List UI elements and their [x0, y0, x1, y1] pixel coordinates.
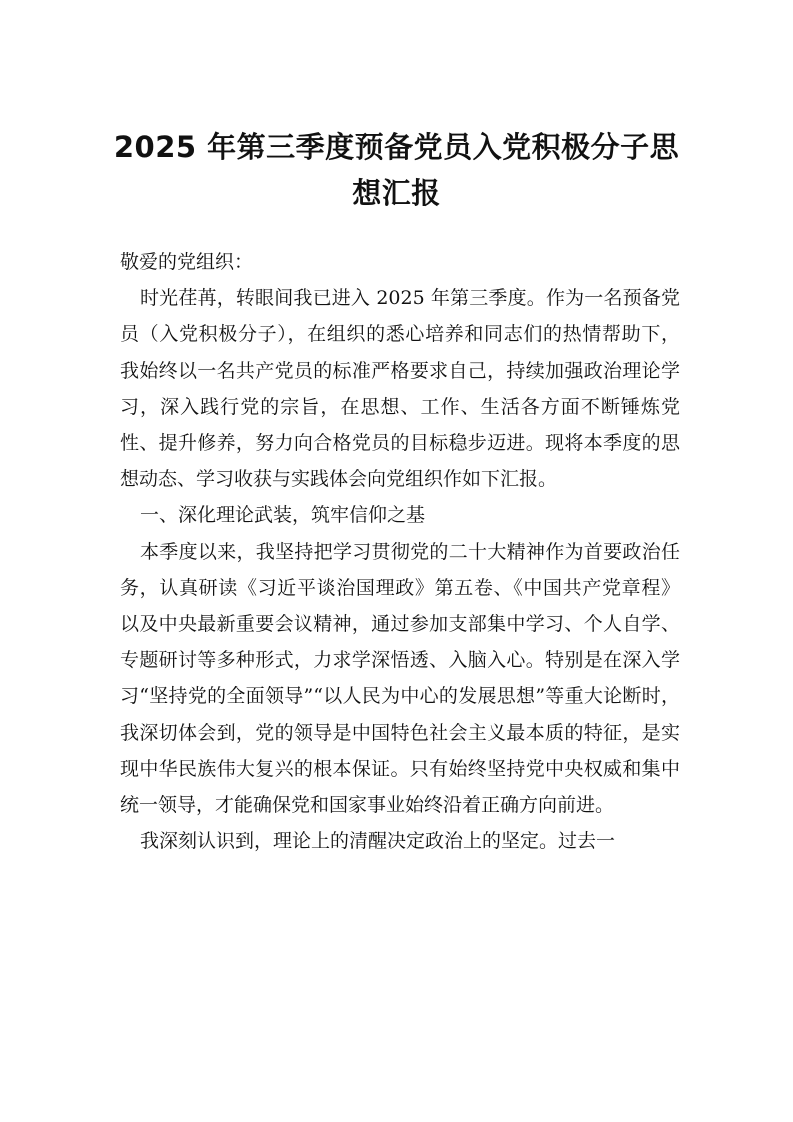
- paragraph-reflection: 我深刻认识到，理论上的清醒决定政治上的坚定。过去一: [140, 830, 616, 853]
- paragraph-intro: 时光荏苒，转眼间我已进入 2025 年第三季度。作为一名预备党员（入党积极分子），在组织的悉心培养和同志们的热情帮助下，我始终以一名共产党员的标准严格要求自己，持续加强政治理论学习，深入践行党的宗旨，在思想、工作、生活各方面不断锤炼党性、提升修养，努力向合格党员的目标稳步迈进。现将本季度的思想动态、学习收获与实践体会向党组织作如下汇报。: [120, 287, 680, 491]
- document-body: [120, 244, 680, 859]
- title-line-1: 2025 年第三季度预备党员入党积极分子思: [113, 130, 680, 164]
- section-heading-1: 一、深化理论武装，筑牢信仰之基: [140, 504, 426, 527]
- document-title: [100, 124, 693, 216]
- title-line-2: 想汇报: [352, 176, 441, 210]
- paragraph-theory: 本季度以来，我坚持把学习贯彻党的二十大精神作为首要政治任务，认真研读《习近平谈治国理政》第五卷、《中国共产党章程》以及中央最新重要会议精神，通过参加支部集中学习、个人自学、专题研讨等多种形式，力求学深悟透、入脑入心。特别是在深入学习“坚持党的全面领导”“以人民为中心的发展思想”等重大论断时，我深切体会到，党的领导是中国特色社会主义最本质的特征，是实现中华民族伟大复兴的根本保证。只有始终坚持党中央权威和集中统一领导，才能确保党和国家事业始终沿着正确方向前进。: [120, 540, 680, 817]
- salutation: 敬爱的党组织：: [120, 251, 254, 273]
